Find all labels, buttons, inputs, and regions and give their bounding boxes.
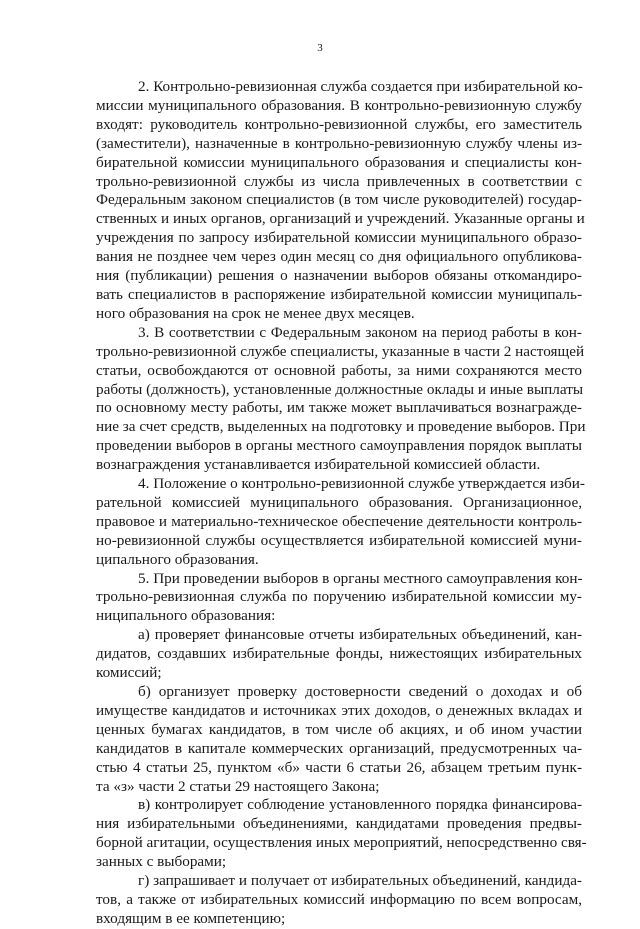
text-line: ного образования на срок не менее двух месяцев. xyxy=(96,304,415,322)
text-line: ния (публикации) решения о назначении выборов обязаны откомандиро- xyxy=(96,267,582,285)
text-line: имуществе кандидатов и источниках этих доходов, о денежных вкладах и xyxy=(96,701,582,719)
text-line: та «з» части 2 статьи 29 настоящего Закона; xyxy=(96,777,380,795)
text-line: трольно-ревизионная служба по поручению избирательной комиссии му- xyxy=(96,588,582,606)
page-number: 3 xyxy=(317,42,323,54)
text-line: стью 4 статьи 25, пунктом «б» части 6 статьи 26, абзацем третьим пунк- xyxy=(96,758,582,776)
text-line: Федеральным законом специалистов (в том числе руководителей) государ- xyxy=(96,191,582,209)
text-line: вать специалистов в распоряжение избирательной комиссии муниципаль- xyxy=(96,285,582,303)
text-line: в) контролирует соблюдение установленного порядка финансирова- xyxy=(138,796,582,814)
text-line: миссии муниципального образования. В контрольно-ревизионную службу xyxy=(96,96,582,114)
text-line: входят: руководитель контрольно-ревизионной службы, его заместитель xyxy=(96,115,582,133)
text-line: дидатов, создавших избирательные фонды, нижестоящих избирательных xyxy=(96,645,582,663)
text-line: 4. Положение о контрольно-ревизионной службе утверждается изби- xyxy=(138,475,585,493)
text-line: статьи, освобождаются от основной работы, за ними сохраняются место xyxy=(96,361,582,379)
text-line: 2. Контрольно-ревизионная служба создается при избирательной ко- xyxy=(138,78,583,95)
text-line: а) проверяет финансовые отчеты избирательных объединений, кан- xyxy=(138,626,582,644)
text-line: ципального образования. xyxy=(96,550,259,568)
text-line: 3. В соответствии с Федеральным законом на период работы в кон- xyxy=(138,323,582,341)
text-line: 5. При проведении выборов в органы местного самоуправления кон- xyxy=(138,569,583,587)
text-line: тов, а также от избирательных комиссий информацию по всем вопросам, xyxy=(96,890,582,908)
text-line: трольно-ревизионной службе специалисты, указанные в части 2 настоящей xyxy=(96,342,585,360)
text-line: правовое и материально-техническое обеспечение деятельности контроль- xyxy=(96,512,582,530)
text-line: рательной комиссией муниципального образования. Организационное, xyxy=(96,493,582,511)
text-line: ния избирательными объединениями, кандидатами проведения предвы- xyxy=(96,815,582,833)
text-line: работы (должность), установленные должностные оклады и иные выплаты xyxy=(96,380,584,398)
text-line: но-ревизионной службы осуществляется избирательной комиссией муни- xyxy=(96,531,582,549)
document-body xyxy=(96,78,587,929)
text-line: вания не позднее чем через один месяц со дня официального опубликова- xyxy=(96,248,582,266)
text-line: входящим в ее компетенцию; xyxy=(96,909,286,927)
text-line: б) организует проверку достоверности сведений о доходах и об xyxy=(138,683,582,700)
text-line: (заместители), назначенные в контрольно-ревизионную службу члены из- xyxy=(96,134,582,152)
text-line: проведении выборов в органы местного самоуправления порядок выплаты xyxy=(96,437,582,455)
text-line: занных с выборами; xyxy=(96,853,227,871)
text-line: учреждения по запросу избирательной комиссии муниципального образо- xyxy=(96,229,582,247)
text-line: ниципального образования: xyxy=(96,607,276,625)
text-line: борной агитации, осуществления иных мероприятий, непосредственно свя- xyxy=(96,834,587,852)
text-line: ние за счет средств, выделенных на подготовку и проведение выборов. При xyxy=(96,418,586,436)
text-line: трольно-ревизионной службы из числа привлеченных в соответствии с xyxy=(96,172,582,190)
text-line: ценных бумагах кандидатов, в том числе об акциях, и об ином участии xyxy=(96,720,582,738)
text-line: по основному месту работы, им также может выплачиваться вознагражде- xyxy=(96,399,582,417)
text-line: вознаграждения устанавливается избирательной комиссией области. xyxy=(96,456,541,474)
text-line: комиссий; xyxy=(96,664,162,682)
text-line: ственных и иных органов, организаций и учреждений. Указанные органы и xyxy=(96,210,585,228)
text-line: бирательной комиссии муниципального образования и специалисты кон- xyxy=(96,153,582,171)
text-line: кандидатов в капитале коммерческих организаций, предусмотренных ча- xyxy=(96,739,582,757)
text-line: г) запрашивает и получает от избирательных объединений, кандида- xyxy=(138,872,582,890)
